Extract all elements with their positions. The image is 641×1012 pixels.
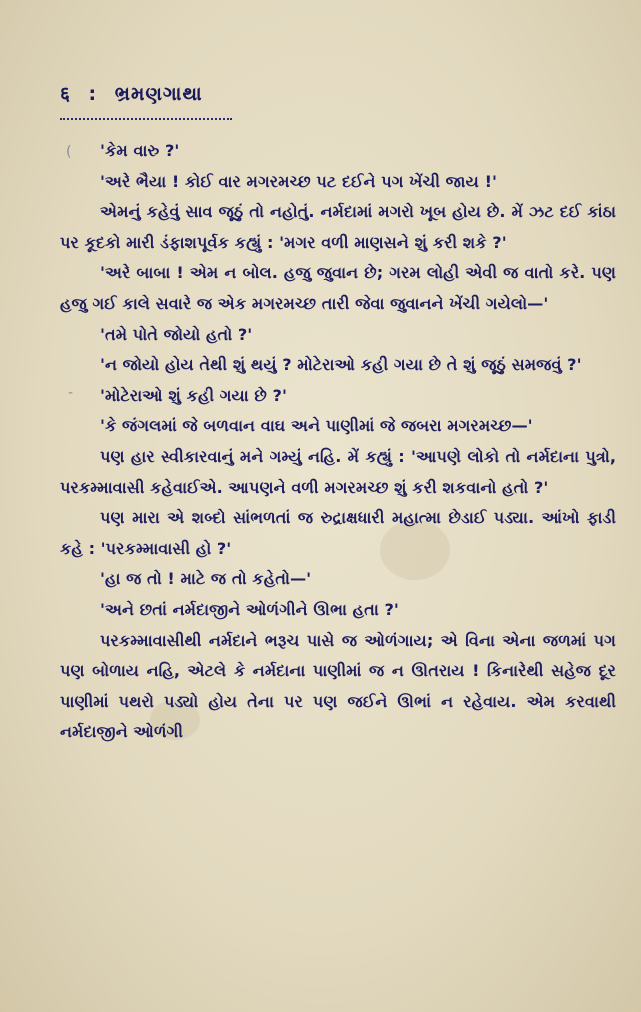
paragraph: 'અરે ભૈયા ! કોઈ વાર મગરમચ્છ પટ દઈને પગ ખેંચી જાય !' (100, 171, 497, 191)
paragraph: 'તમે પોતે જોયો હતો ?' (100, 324, 253, 344)
header-separator: : (88, 83, 98, 105)
running-title: ભ્રમણગાથા (114, 83, 203, 105)
paragraph: 'હા જ તો ! માટે જ તો કહેતો—' (100, 569, 312, 589)
paragraph: 'મોટેરાઓ શું કહી ગયા છે ?' (100, 385, 287, 405)
paragraph: પણ હાર સ્વીકારવાનું મને ગમ્યું નહિ. મેં કહ્યું : 'આપણે લોકો તો નર્મદાના પુત્રો, પરકમ્માવાસી કહેવાઈએ. આપણને વળી મગરમચ્છ શું કરી શકવાનો હતો ?' (60, 446, 616, 497)
margin-quote-mark: ( (66, 144, 72, 160)
paragraph: 'કે જંગલમાં જે બળવાન વાઘ અને પાણીમાં જે જબરા મગરમચ્છ—' (100, 416, 533, 436)
page-number: ६ (60, 83, 71, 105)
paragraph: 'કેમ વારુ ?' (100, 141, 180, 160)
header-underline (60, 112, 232, 120)
paragraph: 'ન જોયો હોય તેથી શું થયું ? મોટેરાઓ કહી ગયા છે તે શું જૂઠું સમજવું ?' (100, 355, 582, 375)
paragraph: 'અરે બાબા ! એમ ન બોલ. હજુ જુવાન છે; ગરમ લોહી એવી જ વાતો કરે. પણ હજુ ગઈ કાલે સવારે જ એક મગરમચ્છ તારી જેવા જુવાનને ખેંચી ગયેલો—' (60, 263, 616, 313)
margin-dash-mark: - (68, 385, 74, 401)
paragraph: એમનું કહેવું સાવ જૂઠું તો નહોતું. નર્મદામાં મગરો ખૂબ હોય છે. મેં ઝટ દઈ કાંઠા પર કૂદકો મારી ડંફાશપૂર્વક કહ્યું : 'મગર વળી માણસને શું કરી શકે ?' (60, 202, 616, 252)
paragraph: પણ મારા એ શબ્દો સાંભળતાં જ રુદ્રાક્ષધારી મહાત્મા છેડાઈ પડ્યા. આંખો ફાડી કહે : 'પરકમ્માવાસી હો ?' (60, 508, 616, 558)
page-header (60, 80, 203, 106)
paragraph: પરકમ્માવાસીથી નર્મદાને ભરૂચ પાસે જ ઓળંગાય; એ વિના એના જળમાં પગ પણ બોળાય નહિ, એટલે કે નર્મદાના પાણીમાં જ ન ઊતરાય ! કિનારેથી સહેજ દૂર પાણીમાં પથરો પડ્યો હોય તેના પર પણ જઈને ઊભાં ન રહેવાય. એમ કરવાથી નર્મદાજીને ઓળંગી (60, 630, 616, 742)
paragraph: 'અને છતાં નર્મદાજીને ઓળંગીને ઊભા હતા ?' (100, 599, 399, 619)
body-text (60, 136, 616, 748)
